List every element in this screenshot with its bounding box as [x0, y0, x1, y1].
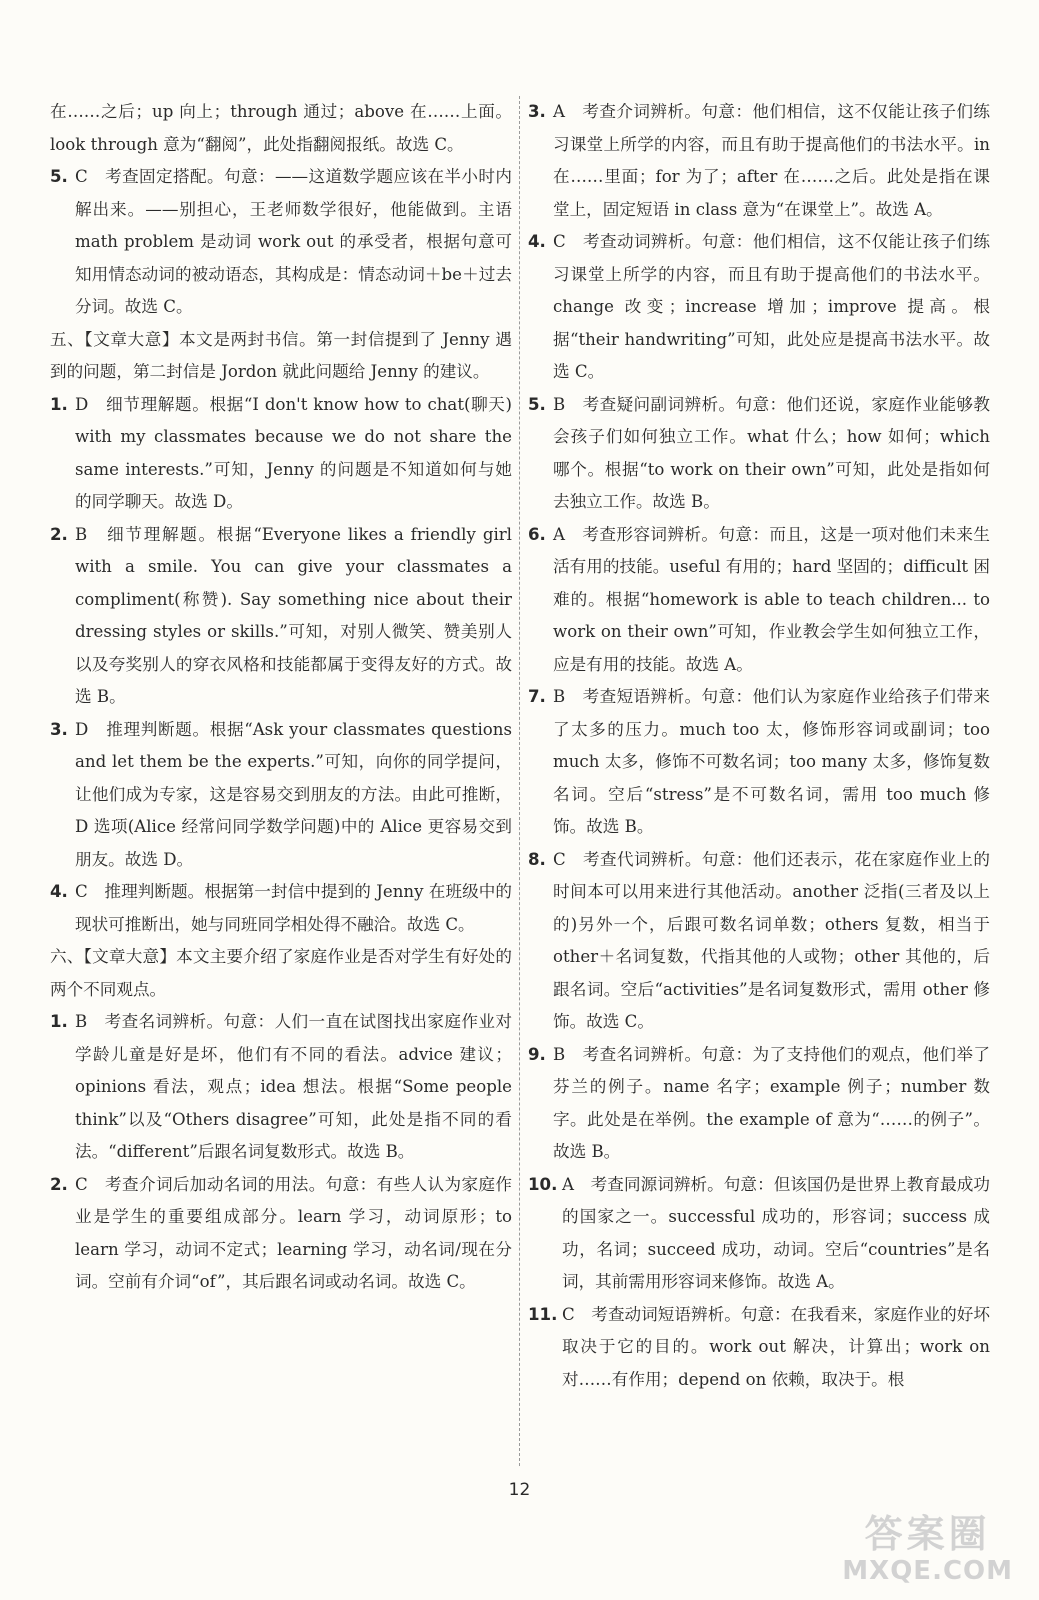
answer-explanation: C 考查固定搭配。句意：——这道数学题应该在半小时内解出来。——别担心，王老师数学很好，他能做到。主语 math problem 是动词 work out 的承受者，根据句意可知用情态动词的被动语态，其构成是：情态动词＋be＋过去分词。故选 C。 — [75, 167, 512, 316]
answer-item — [528, 519, 990, 682]
section-5-heading: 五、【文章大意】本文是两封书信。第一封信提到了 Jenny 遇到的问题，第二封信是 Jordon 就此问题给 Jenny 的建议。 — [50, 329, 513, 381]
answer-explanation: C 考查介词后加动名词的用法。句意：有些人认为家庭作业是学生的重要组成部分。learn 学习，动词原形；to learn 学习，动词不定式；learning 学习，动名词/现在分词。空前有介词“of”，其后跟名词或动名词。故选 C。 — [75, 1174, 512, 1291]
answer-explanation: D 推理判断题。根据“Ask your classmates questions and let them be the experts.”可知，向你的同学提问，让他们成为专家，这是容易交到朋友的方法。由此可推断，D 选项(Alice 经常问同学数学问题)中的 Alice 更容易交到朋友。故选 D。 — [75, 719, 512, 869]
question-number: 11. — [528, 1304, 558, 1324]
answer-list-6a — [50, 1006, 512, 1299]
question-number: 2. — [50, 1174, 68, 1194]
answer-item — [50, 1169, 512, 1299]
answer-explanation: B 考查名词辨析。句意：为了支持他们的观点，他们举了芬兰的例子。name 名字；example 例子；number 数字。此处是在举例。the example of 意为“……的例子”。故选 B。 — [553, 1044, 990, 1161]
answer-explanation: A 考查同源词辨析。句意：但该国仍是世界上教育最成功的国家之一。successful 成功的，形容词；success 成功，名词；succeed 成功，动词。空后“countries”是名词，其前需用形容词来修饰。故选 A。 — [562, 1174, 990, 1291]
answer-explanation: C 推理判断题。根据第一封信中提到的 Jenny 在班级中的现状可推断出，她与同班同学相处得不融洽。故选 C。 — [75, 882, 512, 934]
answer-explanation: B 考查名词辨析。句意：人们一直在试图找出家庭作业对学龄儿童是好是坏，他们有不同的看法。advice 建议；opinions 看法，观点；idea 想法。根据“Some people think”以及“Others disagree”可知，此处是指不同的看法。“different”后跟名词复数形式。故选 B。 — [75, 1012, 512, 1161]
answer-item — [50, 161, 512, 324]
answer-explanation: D 细节理解题。根据“I don't know how to chat(聊天) with my classmates because we do not share the same interests.”可知，Jenny 的问题是不知道如何与她的同学聊天。故选 D。 — [75, 394, 512, 511]
answer-explanation: B 细节理解题。根据“Everyone likes a friendly girl with a smile. You can give your classmates a compliment(称赞). Say something nice about their dressing styles or skills.”可知，对别人微笑、赞美别人以及夸奖别人的穿衣风格和技能都属于变得友好的方式。故选 B。 — [75, 524, 512, 706]
question-number: 1. — [50, 1012, 68, 1031]
watermark-en: MXQE.COM — [842, 1556, 1013, 1586]
answer-item — [50, 1006, 512, 1169]
answer-item — [528, 389, 990, 519]
answer-item — [50, 714, 512, 877]
watermark-cn: 答案圈 — [864, 1512, 991, 1556]
answer-item — [528, 1039, 990, 1169]
answer-list-6b — [528, 96, 990, 1396]
answer-explanation: A 考查形容词辨析。句意：而且，这是一项对他们未来生活有用的技能。useful 有用的；hard 坚固的；difficult 困难的。根据“homework is able to teach children... to work on their own”可知，作业教会学生如何独立工作，应是有用的技能。故选 A。 — [553, 524, 990, 674]
question-number: 7. — [528, 687, 546, 706]
column-divider — [519, 96, 520, 1466]
watermark-logo — [842, 1512, 1013, 1586]
answer-explanation: B 考查短语辨析。句意：他们认为家庭作业给孩子们带来了太多的压力。much too 太，修饰形容词或副词；too much 太多，修饰不可数名词；too many 太多，修饰复数名词。空后“stress”是不可数名词，需用 too much 修饰。故选 B。 — [553, 687, 990, 836]
answer-item — [528, 1169, 990, 1299]
left-column — [50, 96, 512, 1299]
answer-item — [528, 1299, 990, 1397]
answer-item — [528, 226, 990, 389]
answer-item — [528, 844, 990, 1039]
answer-item — [50, 389, 512, 519]
question-number: 1. — [50, 394, 68, 414]
question-number: 5. — [50, 167, 68, 186]
question-number: 6. — [528, 524, 546, 544]
answer-item — [50, 876, 512, 941]
right-column — [528, 96, 990, 1396]
section-6-heading: 六、【文章大意】本文主要介绍了家庭作业是否对学生有好处的两个不同观点。 — [50, 947, 512, 999]
question-number: 9. — [528, 1044, 546, 1064]
question-number: 10. — [528, 1174, 558, 1194]
question-number: 4. — [50, 882, 68, 901]
question-number: 3. — [528, 102, 546, 121]
answer-explanation: A 考查介词辨析。句意：他们相信，这不仅能让孩子们练习课堂上所学的内容，而且有助于提高他们的书法水平。in 在……里面；for 为了；after 在……之后。此处是指在课堂上，固定短语 in class 意为“在课堂上”。故选 A。 — [553, 102, 990, 219]
answer-explanation: C 考查动词短语辨析。句意：在我看来，家庭作业的好坏取决于它的目的。work out 解决，计算出；work on 对……有作用；depend on 依赖，取决于。根 — [562, 1304, 990, 1389]
answer-explanation: C 考查动词辨析。句意：他们相信，这不仅能让孩子们练习课堂上所学的内容，而且有助于提高他们的书法水平。change 改变；increase 增加；improve 提高。根据“their handwriting”可知，此处应是提高书法水平。故选 C。 — [553, 232, 990, 381]
question-number: 3. — [50, 719, 68, 739]
answer-item — [528, 96, 990, 226]
question-number: 2. — [50, 524, 68, 544]
answer-explanation: B 考查疑问副词辨析。句意：他们还说，家庭作业能够教会孩子们如何独立工作。what 什么；how 如何；which 哪个。根据“to work on their own”可知，此处是指如何去独立工作。故选 B。 — [553, 394, 990, 511]
answer-list-4 — [50, 161, 512, 324]
continuation-text: 在……之后；up 向上；through 通过；above 在……上面。look through 意为“翻阅”，此处指翻阅报纸。故选 C。 — [50, 102, 512, 154]
page-number: 12 — [508, 1480, 531, 1500]
answer-item — [528, 681, 990, 844]
question-number: 5. — [528, 394, 546, 414]
answer-explanation: C 考查代词辨析。句意：他们还表示，花在家庭作业上的时间本可以用来进行其他活动。another 泛指(三者及以上的)另外一个，后跟可数名词单数；others 复数，相当于 other＋名词复数，代指其他的人或物；other 其他的，后跟名词。空后“activities”是名词复数形式，需用 other 修饰。故选 C。 — [553, 849, 990, 1031]
question-number: 4. — [528, 232, 546, 251]
answer-list-5 — [50, 389, 512, 942]
question-number: 8. — [528, 849, 546, 869]
answer-item — [50, 519, 512, 714]
